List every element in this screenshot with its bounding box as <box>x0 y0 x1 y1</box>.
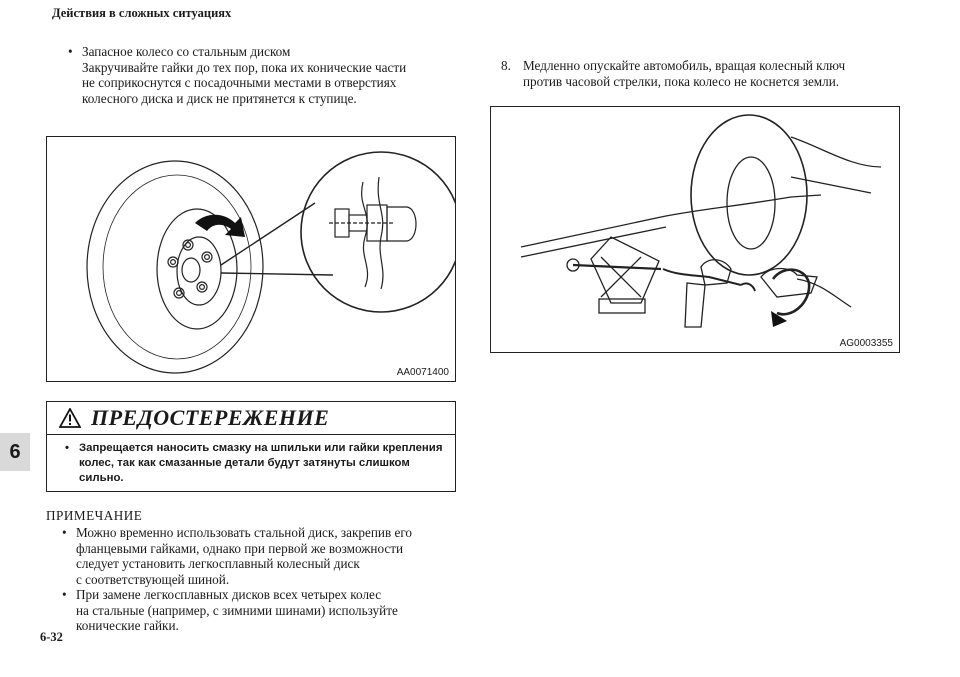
text-line: не соприкоснутся с посадочными местами в отверстиях <box>82 75 397 91</box>
text-line: колесного диска и диск не притянется к ступице. <box>82 90 357 106</box>
jack-lowering-illustration <box>491 107 899 352</box>
text-line: сильно. <box>79 472 124 484</box>
text-line: При замене легкосплавных дисков всех четырех колес <box>76 587 382 602</box>
warning-header <box>47 402 455 435</box>
wheel-nut-illustration <box>47 137 455 381</box>
note-bullet <box>62 587 398 634</box>
car-body-line <box>521 195 821 247</box>
note-bullet <box>62 525 412 587</box>
text-line: фланцевыми гайками, однако при первой же возможности <box>76 540 404 556</box>
wheel-nut-figure <box>46 136 456 382</box>
step-number: 8. <box>501 58 511 73</box>
page-number: 6-32 <box>40 630 63 644</box>
warning-text <box>47 435 455 486</box>
text-line: с соответствующей шиной. <box>76 571 230 587</box>
hub-center <box>182 258 200 282</box>
text-line: Запасное колесо со стальным диском <box>82 44 291 59</box>
chapter-tab: 6 <box>0 433 30 471</box>
text-line: Запрещается наносить смазку на шпильки или гайки крепления <box>79 442 443 454</box>
bullet-dot: • <box>68 44 73 59</box>
tire-outline <box>691 115 807 275</box>
text-line: следует установить легкосплавный колесный диск <box>76 556 360 572</box>
text-line: на стальные (например, с зимними шинами) используйте <box>76 602 398 618</box>
text-line: конические гайки. <box>76 618 179 634</box>
section-header: Действия в сложных ситуациях <box>52 6 232 20</box>
text-line: против часовой стрелки, пока колесо не коснется земли. <box>523 73 840 89</box>
figure-code: AA0071400 <box>396 367 449 378</box>
lug-nut <box>197 282 207 292</box>
detail-magnifier-circle <box>301 152 455 312</box>
warning-triangle-icon <box>59 408 81 428</box>
warning-title: ПРЕДОСТЕРЕЖЕНИЕ <box>91 405 330 430</box>
text-line: Можно временно использовать стальной диск, закрепив его <box>76 525 412 540</box>
text-line: Медленно опускайте автомобиль, вращая колесный ключ <box>523 58 846 73</box>
spare-wheel-bullet <box>68 44 406 106</box>
scissor-jack <box>591 237 659 303</box>
bullet-dot: • <box>62 587 67 602</box>
jack-lowering-figure <box>490 106 900 353</box>
text-line: Закручивайте гайки до тех пор, пока их конические части <box>82 59 407 75</box>
text-line: колес, так как смазанные детали будут затянуты слишком <box>79 457 410 469</box>
rotation-arrow <box>773 270 809 315</box>
lug-nut <box>202 252 212 262</box>
tighten-direction-arrow <box>195 215 245 237</box>
bullet-dot: • <box>65 442 69 454</box>
note-title: ПРИМЕЧАНИЕ <box>46 508 143 523</box>
figure-code: AG0003355 <box>839 338 893 349</box>
wheel-rim <box>157 209 237 329</box>
step-8 <box>501 58 845 89</box>
warning-box <box>46 401 456 492</box>
lug-nut <box>168 257 178 267</box>
bullet-dot: • <box>62 525 67 540</box>
